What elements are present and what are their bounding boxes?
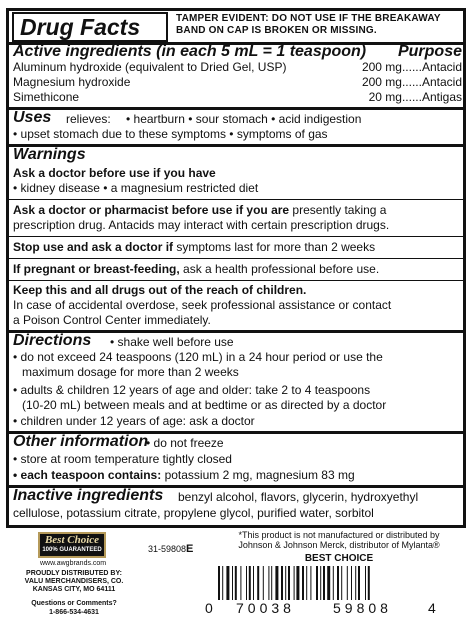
distributor-city: KANSAS CITY, MO 64111 (32, 586, 116, 593)
brand-name: BEST CHOICE (304, 553, 374, 564)
directions-item: • children under 12 years of age: ask a doctor (13, 414, 255, 428)
product-code (148, 544, 193, 554)
barcode-bar (232, 566, 233, 600)
barcode-bar (226, 566, 229, 600)
divider (9, 236, 463, 237)
barcode-bar (271, 566, 272, 600)
barcode-bar (218, 566, 220, 600)
barcode-bar (320, 566, 321, 600)
barcode-bar (365, 566, 366, 600)
divider (9, 107, 463, 110)
barcode-bar (358, 566, 360, 600)
barcode-bar (306, 566, 307, 600)
barcode-bar (316, 566, 318, 600)
pharmacist-bold: Ask a doctor or pharmacist before use if you are (13, 203, 290, 217)
tamper-warning (176, 13, 456, 37)
distributor-name: VALU MERCHANDISERS, CO. (24, 578, 124, 585)
stop-rest: symptoms last for more than 2 weeks (173, 240, 376, 254)
logo-text: Best Choice (44, 534, 100, 546)
barcode-bar (337, 566, 339, 600)
teaspoon-contains-label: • each teaspoon contains: (13, 468, 162, 482)
barcode-bar (296, 566, 299, 600)
barcode-bar (246, 566, 247, 600)
barcode-bars (218, 566, 370, 600)
distributor-label: PROUDLY DISTRIBUTED BY: (26, 570, 122, 577)
barcode-bar (285, 566, 286, 600)
barcode-bar (281, 566, 283, 600)
drug-facts-title: Drug Facts (12, 12, 168, 42)
active-item-name: Magnesium hydroxide (13, 75, 131, 89)
barcode-digits-group-2: 59808 (333, 600, 392, 616)
barcode-digit-left: 0 (205, 600, 213, 616)
barcode-digits-group-1: 70038 (236, 600, 295, 616)
barcode-bar (288, 566, 290, 600)
uses-lead: relieves: (66, 112, 111, 126)
barcode-bar (302, 566, 304, 600)
product-code-number: 31-59808 (148, 544, 187, 554)
barcode-bar (222, 566, 223, 600)
directions-item: • do not exceed 24 teaspoons (120 mL) in a 24 hour period or use the (13, 350, 383, 364)
phone-number: 1-866-534-4631 (49, 609, 99, 616)
barcode-bar (310, 566, 311, 600)
warnings-heading: Warnings (13, 146, 86, 163)
questions-label: Questions or Comments? (31, 600, 117, 607)
barcode-bar (341, 566, 342, 600)
uses-heading: Uses (13, 109, 52, 126)
directions-heading: Directions (13, 332, 92, 349)
barcode-bar (355, 566, 356, 600)
active-item-amount: 200 mg......Antacid (361, 75, 462, 89)
barcode-bar (275, 566, 278, 600)
other-info-item: • do not freeze (146, 436, 224, 450)
divider (9, 280, 463, 281)
other-info-item: • store at room temperature tightly closed (13, 452, 232, 466)
active-item-amount: 200 mg......Antacid (361, 60, 462, 74)
website: www.awgbrands.com (40, 560, 107, 567)
pharmacist-warning (13, 203, 386, 217)
ask-doctor-heading: Ask a doctor before use if you have (13, 166, 216, 180)
overdose-line: a Poison Control Center immediately. (13, 313, 211, 327)
directions-item: • adults & children 12 years of age and older: take 2 to 4 teaspoons (13, 383, 371, 397)
barcode-bar (263, 566, 264, 600)
product-code-suffix: E (186, 543, 194, 555)
teaspoon-contains-value: potassium 2 mg, magnesium 83 mg (161, 468, 355, 482)
disclaimer (226, 530, 452, 550)
directions-item: • shake well before use (110, 335, 234, 349)
uses-line-2: • upset stomach due to these symptoms • symptoms of gas (13, 127, 328, 141)
directions-item: maximum dosage for more than 2 weeks (22, 365, 239, 379)
directions-item: (10-20 mL) between meals and at bedtime or as directed by a doctor (22, 398, 387, 412)
logo-guarantee: 100% GUARANTEED (42, 547, 102, 553)
preg-bold: If pregnant or breast-feeding, (13, 262, 180, 276)
keep-out-of-reach: Keep this and all drugs out of the reach of children. (13, 283, 307, 297)
overdose-line: In case of accidental overdose, seek professional assistance or contact (13, 298, 392, 312)
barcode-bar (249, 566, 251, 600)
disclaimer-line-1: *This product is not manufactured or distributed by (238, 530, 440, 540)
barcode-digit-right: 4 (428, 600, 436, 616)
inactive-item: benzyl alcohol, flavors, glycerin, hydroxyethyl (178, 490, 419, 504)
barcode-bar (333, 566, 334, 600)
barcode-bar (351, 566, 352, 600)
barcode-bar (347, 566, 348, 600)
purpose-label: Purpose (397, 43, 462, 60)
barcode-bar (240, 566, 241, 600)
pharmacist-rest: presently taking a (289, 203, 387, 217)
barcode-bar (323, 566, 325, 600)
divider (9, 199, 463, 200)
barcode-bar (257, 566, 259, 600)
stop-use-warning (13, 240, 375, 254)
active-heading: Active ingredients (in each 5 mL = 1 teaspoon) (13, 43, 367, 60)
other-info-item (13, 468, 355, 482)
inactive-item: cellulose, potassium citrate, propylene glycol, purified water, sorbitol (13, 506, 374, 520)
uses-items: • heartburn • sour stomach • acid indigestion (126, 112, 362, 126)
pharmacist-line-2: prescription drug. Antacids may interact with certain prescription drugs. (13, 218, 390, 232)
stop-bold: Stop use and ask a doctor if (13, 240, 174, 254)
active-item-name: Simethicone (13, 90, 80, 104)
pregnancy-warning (13, 262, 379, 276)
tamper-line-1: TAMPER EVIDENT: DO NOT USE IF THE BREAKAWAY (176, 13, 441, 24)
tamper-line-2: BAND ON CAP IS BROKEN OR MISSING. (176, 25, 377, 36)
barcode-bar (327, 566, 330, 600)
barcode-bar (368, 566, 370, 600)
barcode-bar (268, 566, 269, 600)
disclaimer-line-2: Johnson & Johnson Merck, distributor of Mylanta® (238, 540, 440, 550)
preg-rest: ask a health professional before use. (179, 262, 380, 276)
barcode-bar (294, 566, 295, 600)
barcode-bar (235, 566, 237, 600)
ask-doctor-items: • kidney disease • a magnesium restricted diet (13, 181, 259, 195)
active-item-amount: 20 mg......Antigas (368, 90, 462, 104)
divider (9, 258, 463, 259)
other-info-heading: Other information (13, 433, 149, 450)
barcode-bar (253, 566, 254, 600)
inactive-heading: Inactive ingredients (13, 487, 164, 504)
best-choice-logo (38, 532, 106, 558)
active-item-name: Aluminum hydroxide (equivalent to Dried Gel, USP) (13, 60, 287, 74)
